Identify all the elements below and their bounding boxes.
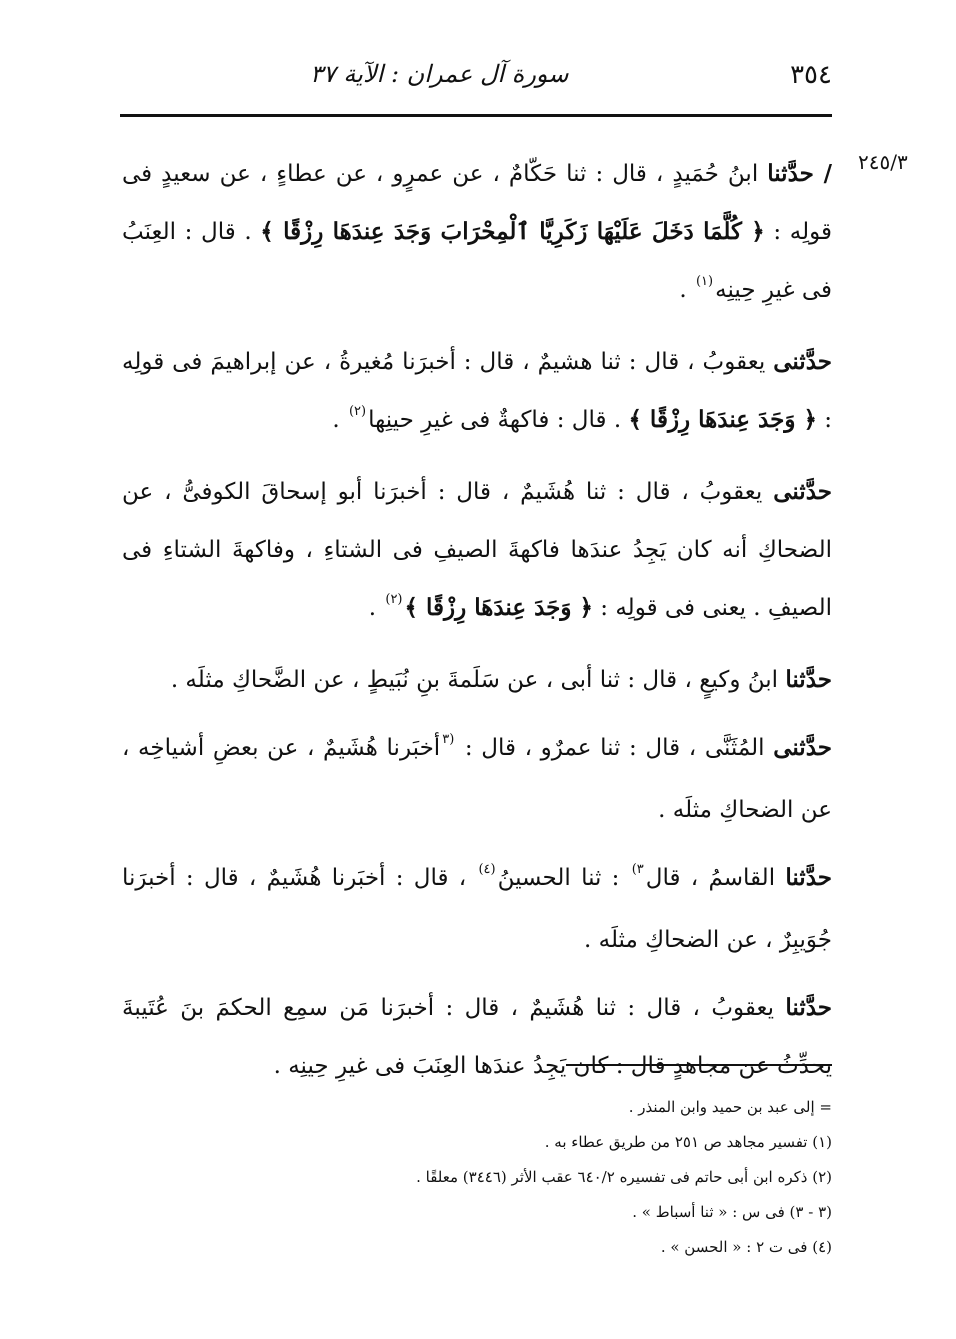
paragraph-3: [122, 463, 832, 641]
paragraph-text: المُثَنَّى ، قال : ثنا عمرٌو ، قال :: [456, 735, 774, 761]
narration-lead: حدَّثنى: [773, 348, 832, 375]
footnote-2: (٢) ذكره ابن أبى حاتم فى تفسيره ٦٤٠/٢ عقب الأثر (٣٤٤٦) معلقًا .: [416, 1168, 832, 1186]
running-title: سورة آل عمران : الآية ٣٧: [310, 60, 569, 88]
page-header: [120, 58, 832, 108]
footnote-rule: [566, 1064, 832, 1066]
footnotes: [200, 1090, 832, 1265]
paragraph-text: يعقوبُ ، قال : ثنا هُشَيمٌ ، قال : أخبرَنا أبو إسحاقَ الكوفىُّ ، عن الضحاكِ أنه كان يَجِدُ عندَها فاكهةَ الصيفِ فى الشتاءِ ، وفاكهةَ الشتاءِ فى الصيفِ . يعنى فى قولِه :: [122, 479, 832, 621]
paragraph-text: . قال : فاكهةٌ فى غيرِ حينِها: [368, 407, 629, 433]
paragraph-text: .: [332, 407, 347, 433]
narration-lead: حدَّثنا: [785, 994, 833, 1021]
quran-quote: ﴿ وَجَدَ عِندَهَا رِزْقًا ﴾: [628, 406, 817, 433]
paragraph-text: .: [368, 595, 384, 621]
narration-lead: حدَّثنى: [773, 734, 832, 761]
paragraph-text: يعقوبُ ، قال : ثنا هشيمٌ ، قال : أخبرَنا مُغيرةُ ، عن إبراهيمَ فى قولِه :: [122, 349, 832, 433]
footnote-marker: (١): [695, 274, 714, 289]
narration-lead: حدَّثنا: [785, 864, 832, 891]
quran-quote: ﴿ كُلَّمَا دَخَلَ عَلَيْهَا زَكَرِيَّا ٱلْمِحْرَابَ وَجَدَ عِندَهَا رِزْقًا ﴾: [260, 218, 765, 245]
footnote-marker: (٣: [442, 732, 455, 747]
paragraph-6: [122, 849, 832, 969]
paragraph-text: ، قال : أخبَرنا هُشَيمٌ ، قال : أخبرَنا جُوَيبِرٌ ، عن الضحاكِ مثلَه .: [122, 865, 832, 953]
narration-lead: / حدَّثنا: [767, 160, 832, 187]
body-text: [122, 145, 832, 1105]
paragraph-7: [122, 979, 832, 1095]
margin-reference: ٢٤٥/٣: [858, 150, 908, 174]
paragraph-text: أخبَرنا هُشَيمٌ ، عن بعضِ أشياخِه ، عن الضحاكِ مثلَه .: [122, 735, 832, 823]
quran-quote: ﴿ وَجَدَ عِندَهَا رِزْقًا ﴾: [404, 594, 593, 621]
footnote-4: (٤) فى ت ٢ : « الحسن » .: [660, 1238, 832, 1256]
footnote-1: (١) تفسير مجاهد ص ٢٥١ من طريق عطاء به .: [544, 1133, 832, 1151]
header-rule: [120, 114, 832, 117]
narration-lead: حدَّثنى: [773, 478, 832, 505]
paragraph-text: .: [679, 277, 694, 303]
paragraph-5: [122, 719, 832, 839]
paragraph-text: ابنُ حُمَيدٍ ، قال : ثنا حَكّامٌ ، عن عمرٍو ، عن عطاءٍ ، عن سعيدٍ فى قولِه :: [122, 161, 832, 245]
page-number: ٣٥٤: [790, 60, 832, 90]
paragraph-2: [122, 333, 832, 453]
paragraph-text: يعقوبُ ، قال : ثنا هُشَيمٌ ، قال : أخبرَنا مَن سمِع الحكمَ بنَ عُتَيبةَ يحدِّثُ عن مجاهدٍ قال : كان يَجِدُ عندَها العِنَبَ فى غيرِ حِينِه .: [122, 995, 832, 1079]
narration-lead: حدَّثنا: [785, 666, 832, 693]
footnote-marker: (٢): [348, 404, 367, 419]
paragraph-text: : ثنا الحسينُ: [497, 865, 630, 891]
footnote-marker: (٢): [385, 592, 403, 607]
footnote-3: (٣ - ٣) فى س : « ثنا أسباط » .: [632, 1203, 832, 1221]
footnote-continuation: = إلى عبد بن حميد وابن المنذر .: [628, 1098, 832, 1116]
paragraph-4: [122, 651, 832, 709]
paragraph-text: القاسمُ ، قال: [645, 865, 786, 891]
paragraph-text: ابنُ وكيعٍ ، قال : ثنا أبى ، عن سَلَمةَ بنِ نُبَيطٍ ، عن الضَّحاكِ مثلَه .: [170, 667, 786, 693]
footnote-marker: (٤): [478, 862, 496, 877]
footnote-marker: ٣): [631, 862, 644, 877]
paragraph-text: . قال : العِنَبُ فى غيرِ حِينِه: [122, 219, 832, 303]
paragraph-1: [122, 145, 832, 323]
